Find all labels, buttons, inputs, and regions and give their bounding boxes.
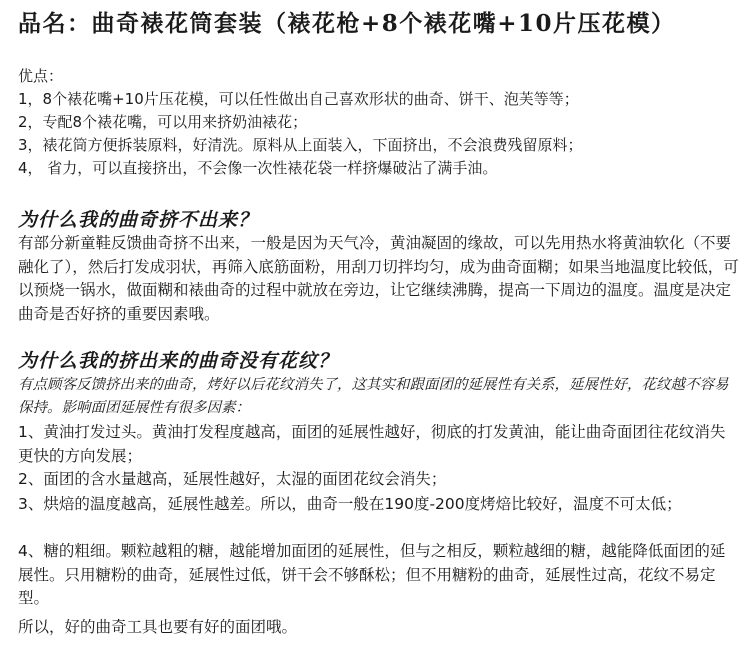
section-body-cannot-squeeze: 有部分新童鞋反馈曲奇挤不出来，一般是因为天气冷，黄油凝固的缘故，可以先用热水将黄油软化（不要融化了），然后打发成羽状，再筛入底筋面粉，用刮刀切拌均匀，成为曲奇面糊；如果当地温度比较低，可以预烧一锅水，做面糊和裱曲奇的过程中就放在旁边，让它继续沸腾，提高一下周边的温度。温度是决定曲奇是否好挤的重要因素哦。 <box>18 234 739 323</box>
closing-line: 所以，好的曲奇工具也要有好的面团哦。 <box>18 618 298 636</box>
advantage-item: 1，8个裱花嘴+10片压花模，可以任性做出自己喜欢形状的曲奇、饼干、泡芙等等； <box>18 90 579 108</box>
section-heading-no-pattern: 为什么我的挤出来的曲奇没有花纹？ <box>18 350 339 372</box>
section-intro-no-pattern: 有点顾客反馈挤出来的曲奇，烤好以后花纹消失了，这其实和跟面团的延展性有关系，延展性好，花纹越不容易保持。影响面团延展性有很多因素： <box>18 377 729 416</box>
advantage-item: 3，裱花筒方便拆装原料，好清洗。原料从上面装入，下面挤出，不会浪费残留原料； <box>18 136 583 154</box>
factor-item: 1、黄油打发过头。黄油打发程度越高，面团的延展性越好，彻底的打发黄油，能让曲奇面团往花纹消失更快的方向发展； <box>18 423 726 465</box>
advantage-item: 4， 省力，可以直接挤出，不会像一次性裱花袋一样挤爆破沾了满手油。 <box>18 159 498 177</box>
advantages-heading: 优点： <box>18 67 64 85</box>
advantage-item: 2，专配8个裱花嘴，可以用来挤奶油裱花； <box>18 113 308 131</box>
product-title: 品名：曲奇裱花筒套装（裱花枪+8个裱花嘴+10片压花模） <box>18 10 676 37</box>
factor-item: 4、糖的粗细。颗粒越粗的糖，越能增加面团的延展性，但与之相反，颗粒越细的糖，越能降低面团的延展性。只用糖粉的曲奇，延展性过低，饼干会不够酥松；但不用糖粉的曲奇，延展性过高，花纹不易定型。 <box>18 542 726 607</box>
factor-item: 3、烘焙的温度越高，延展性越差。所以，曲奇一般在190度-200度烤焙比较好，温度不可太低； <box>18 495 682 513</box>
factor-item: 2、面团的含水量越高，延展性越好，太湿的面团花纹会消失； <box>18 470 447 488</box>
section-heading-cannot-squeeze: 为什么我的曲奇挤不出来？ <box>18 209 259 231</box>
